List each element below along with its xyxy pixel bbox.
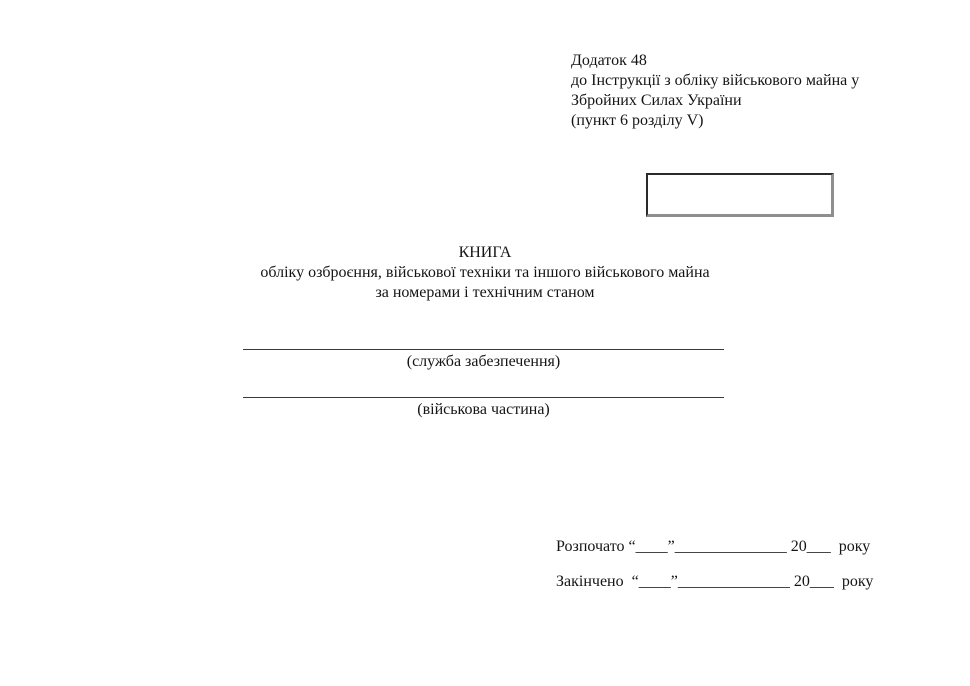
annex-armed-forces-line: Збройних Силах України	[571, 92, 742, 109]
date-started-line: Розпочато “____”______________ 20___ року	[556, 538, 871, 555]
stamp-box	[646, 173, 834, 217]
annex-instruction-line: до Інструкції з обліку військового майна у	[571, 72, 860, 89]
field-caption-military-unit: (військова частина)	[417, 401, 550, 418]
fill-line-military-unit	[243, 397, 724, 398]
annex-section-reference: (пункт 6 розділу V)	[571, 112, 704, 129]
document-title	[0, 243, 970, 303]
title-criteria-line: за номерами і технічним станом	[375, 284, 595, 301]
date-finished-line: Закінчено “____”______________ 20___ року	[556, 573, 874, 590]
title-book-word: КНИГА	[458, 244, 512, 261]
fill-line-service	[243, 349, 724, 350]
field-caption-service: (служба забезпечення)	[406, 353, 561, 370]
annex-reference	[571, 51, 911, 131]
annex-number: Додаток 48	[571, 52, 647, 69]
title-subject-line: обліку озброєння, військової техніки та іншого військового майна	[260, 264, 710, 281]
